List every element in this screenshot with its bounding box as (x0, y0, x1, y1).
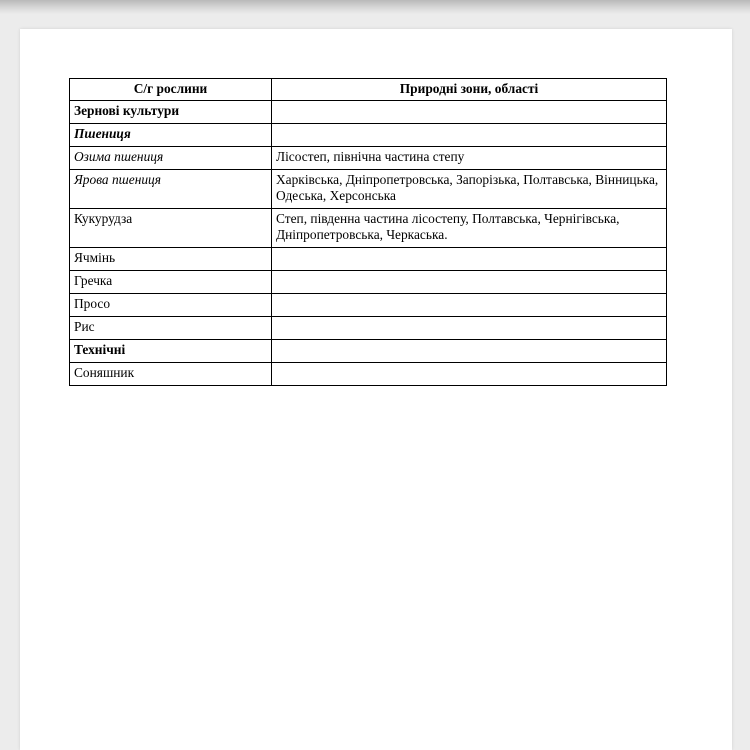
zones-cell: Степ, південна частина лісостепу, Полтавська, Чернігівська, Дніпропетровська, Черкаська. (272, 209, 667, 248)
table-row (70, 317, 667, 340)
crop-cell: Технічні (70, 340, 272, 363)
table-row (70, 294, 667, 317)
header-crops: С/г рослини (70, 79, 272, 101)
zones-cell: Харківська, Дніпропетровська, Запорізька, Полтавська, Вінницька, Одеська, Херсонська (272, 170, 667, 209)
crop-cell: Гречка (70, 271, 272, 294)
zones-cell (272, 317, 667, 340)
crop-cell: Кукурудза (70, 209, 272, 248)
document-page (20, 29, 732, 750)
zones-cell (272, 363, 667, 386)
table-row (70, 248, 667, 271)
zones-cell: Лісостеп, північна частина степу (272, 147, 667, 170)
crop-cell: Зернові культури (70, 101, 272, 124)
table-row (70, 340, 667, 363)
crop-cell: Соняшник (70, 363, 272, 386)
table-row (70, 101, 667, 124)
zones-cell (272, 340, 667, 363)
crop-cell: Рис (70, 317, 272, 340)
table-row (70, 170, 667, 209)
header-zones: Природні зони, області (272, 79, 667, 101)
crop-cell: Ячмінь (70, 248, 272, 271)
table-header-row (70, 79, 667, 101)
viewer-top-bar (0, 0, 750, 14)
crop-cell: Просо (70, 294, 272, 317)
crop-cell: Озима пшениця (70, 147, 272, 170)
crops-table (69, 78, 667, 386)
zones-cell (272, 124, 667, 147)
zones-cell (272, 294, 667, 317)
table-row (70, 363, 667, 386)
table-row (70, 209, 667, 248)
table-row (70, 147, 667, 170)
table-row (70, 124, 667, 147)
crop-cell: Ярова пшениця (70, 170, 272, 209)
zones-cell (272, 248, 667, 271)
table-row (70, 271, 667, 294)
zones-cell (272, 271, 667, 294)
zones-cell (272, 101, 667, 124)
crop-cell: Пшениця (70, 124, 272, 147)
